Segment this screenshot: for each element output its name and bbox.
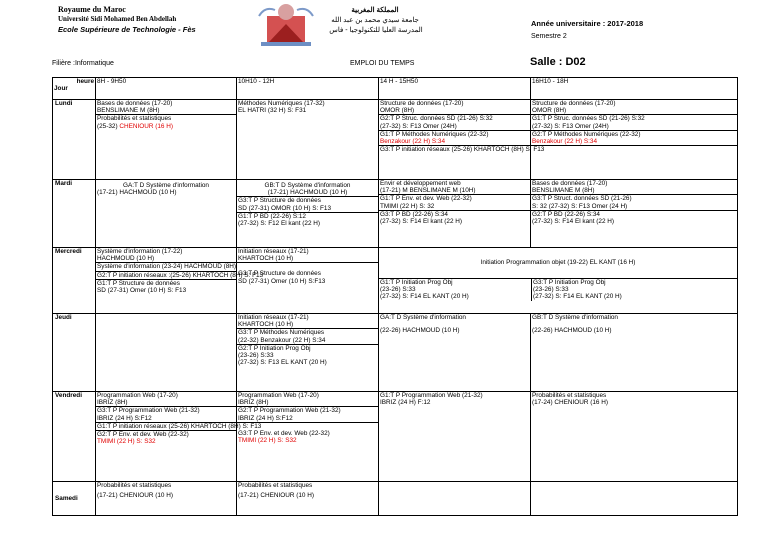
cell-lundi-1: Bases de données (17-20) BENSLIMANE M (8H) Probabilités et statistiques (25-32) CHENIOUR (16 H)	[96, 100, 237, 180]
day-jeudi: Jeudi	[53, 314, 96, 392]
cell-vendredi-3: G1:T P Programmation Web (21-32) IBRIZ (24 H) F:12	[379, 392, 531, 482]
cell-mercredi-4: G3:T P Initiation Prog Obj (23-26) S:33 (27-32) S: F14 EL KANT (20 H)	[533, 279, 622, 301]
slot-header-3: 14 H - 15H50	[379, 78, 531, 100]
corner-cell	[53, 78, 96, 100]
university-logo	[255, 2, 317, 48]
cell-jeudi-4: GB:T D Système d'information (22-26) HACHMOUD (10 H)	[531, 314, 738, 392]
cell-vendredi-2: Programmation Web (17-20) IBRIZ (8H) G2:T P Programmation Web (21-32) IBRIZ (24 H) S:F12 G3:T P Env. et dev. Web (22-32) TMIMI (22 H) S: S32	[237, 392, 379, 482]
cell-samedi-1: Probabilités et statistiques (17-21) CHENIOUR (10 H)	[96, 482, 237, 516]
cell-mardi-2: GB:T D Système d'information (17-21) HACHMOUD (10 H) G3:T P Structure de données SD (27-31) OMOR (10 H) S: F13 G1:T P BD (22-26) S:12 (27-32) S: F12 El kant (22 H)	[237, 180, 379, 248]
cell-jeudi-2: Initiation réseaux (17-21) KHARTOCH (10 H) G3:T P Méthodes Numériques (22-32) Benzakour (22 H) S:34 G2:T P Initiation Prog Obj (23-26) S:33 (27-32) S: F13 EL KANT (20 H)	[237, 314, 379, 392]
cell-samedi-2: Probabilités et statistiques (17-21) CHENIOUR (10 H)	[237, 482, 379, 516]
cell-mardi-3: Envir et développement web (17-21) M BENSLIMANE M (10H) G1:T P Env. et dev. Web (22-32) TMIMI (22 H) S: 32 G3:T P BD (22-26) S:34 (27-32) S: F14 El kant (22 H)	[379, 180, 531, 248]
timetable	[52, 77, 738, 516]
day-samedi: Samedi	[53, 482, 96, 516]
header-kingdom: Royaume du Maroc	[58, 5, 126, 14]
corner-jour: Jour	[54, 85, 68, 93]
header-arabic-school: المدرسة العليا للتكنولوجيا - فاس	[329, 27, 423, 34]
cell-samedi-4	[531, 482, 738, 516]
cell-mercredi-1: Système d'information (17-22) HACHMOUD (10 H) Système d'information (23-24) HACHMOUD (8H) G2:T P initiation réseaux :(25-26) KHARTOCH (8H) S: F13 G1:T P Structure de données SD (27-31) Omer (10 H) S: F13	[96, 248, 237, 314]
corner-heure: heure	[76, 78, 94, 85]
header-arabic-university: جامعة سيدي محمد بن عبد الله	[331, 17, 419, 24]
cell-mercredi-3-4: Initiation Programmation objet (19-22) EL KANT (16 H) G1:T P Initiation Prog Obj (23-26) S:33 (27-32) S: F14 EL KANT (20 H) G3:T P Initiation Prog Obj (23-26) S:33 (27-32) S: F14 EL KANT (20 H)	[379, 248, 738, 314]
semester: Semestre 2	[531, 33, 567, 40]
cell-lundi-3: Structure de données (17-20) OMOR (8H) G2:T P Struc. données SD (21-26) S:32 (27-32) S: F13 Omer (24H) G1:T P Méthodes Numériques (22-32) Benzakour (22 H) S:34 G3:T P initiation réseaux (25-26) KHARTOCH (8H) S: F13	[379, 100, 531, 180]
cell-vendredi-1: Programmation Web (17-20) IBRIZ (8H) G3:T P Programmation Web (21-32) IBRIZ (24 H) S:F12 G1:T P initiation réseaux (25-26) KHARTOCH (8H) S: F13 G2:T P Env. et dev. Web (22-32) TMIMI (22 H) S: S32	[96, 392, 237, 482]
cell-samedi-3	[379, 482, 531, 516]
cell-lundi-4: Structure de données (17-20) OMOR (8H) G1:T P Struc. données SD (21-26) S:32 (27-32) S: F13 Omer (24H) G2:T P Méthodes Numériques (22-32) Benzakour (22 H) S:34	[531, 100, 738, 180]
room-label: Salle : D02	[530, 56, 586, 68]
slot-header-2: 10H10 - 12H	[237, 78, 379, 100]
day-mercredi: Mercredi	[53, 248, 96, 314]
slot-header-1: 8H - 9H50	[96, 78, 237, 100]
slot-header-4: 16H10 - 18H	[531, 78, 738, 100]
page-title: EMPLOI DU TEMPS	[350, 60, 415, 67]
day-vendredi: Vendredi	[53, 392, 96, 482]
header-school: Ecole Supérieure de Technologie - Fès	[58, 25, 196, 34]
day-mardi: Mardi	[53, 180, 96, 248]
filiere: Filière :Informatique	[52, 60, 114, 67]
header-arabic-kingdom: المملكة المغربية	[351, 7, 399, 14]
header-university: Université Sidi Mohamed Ben Abdellah	[58, 15, 177, 23]
cell-mercredi-3: G1:T P Initiation Prog Obj (23-26) S:33 (27-32) S: F14 EL KANT (20 H)	[379, 279, 532, 301]
day-lundi: Lundi	[53, 100, 96, 180]
cell-mercredi-2: Initiation réseaux (17-21) KHARTOCH (10 H) G3:T P Structure de données SD (27-31) Omer (10 H) S:F13	[237, 248, 379, 314]
academic-year: Année universitaire : 2017-2018	[531, 19, 644, 28]
cell-vendredi-4: Probabilités et statistiques (17-24) CHENIOUR (16 H)	[531, 392, 738, 482]
cell-mardi-1: GA:T D Système d'information (17-21) HACHMOUD (10 H)	[96, 180, 237, 248]
cell-jeudi-1	[96, 314, 237, 392]
cell-mardi-4: Bases de données (17-20) BENSLIMANE M (8H) G3:T P Struct. données SD (21-26) S: 32 (27-32) S: F13 Omer (24 H) G2:T P BD (22-26) S:34 (27-32) S: F14 El kant (22 H)	[531, 180, 738, 248]
cell-lundi-2: Méthodes Numériques (17-32) EL HATRI (32 H) S: F31	[237, 100, 379, 180]
cell-jeudi-3: GA:T D Système d'information (22-26) HACHMOUD (10 H)	[379, 314, 531, 392]
